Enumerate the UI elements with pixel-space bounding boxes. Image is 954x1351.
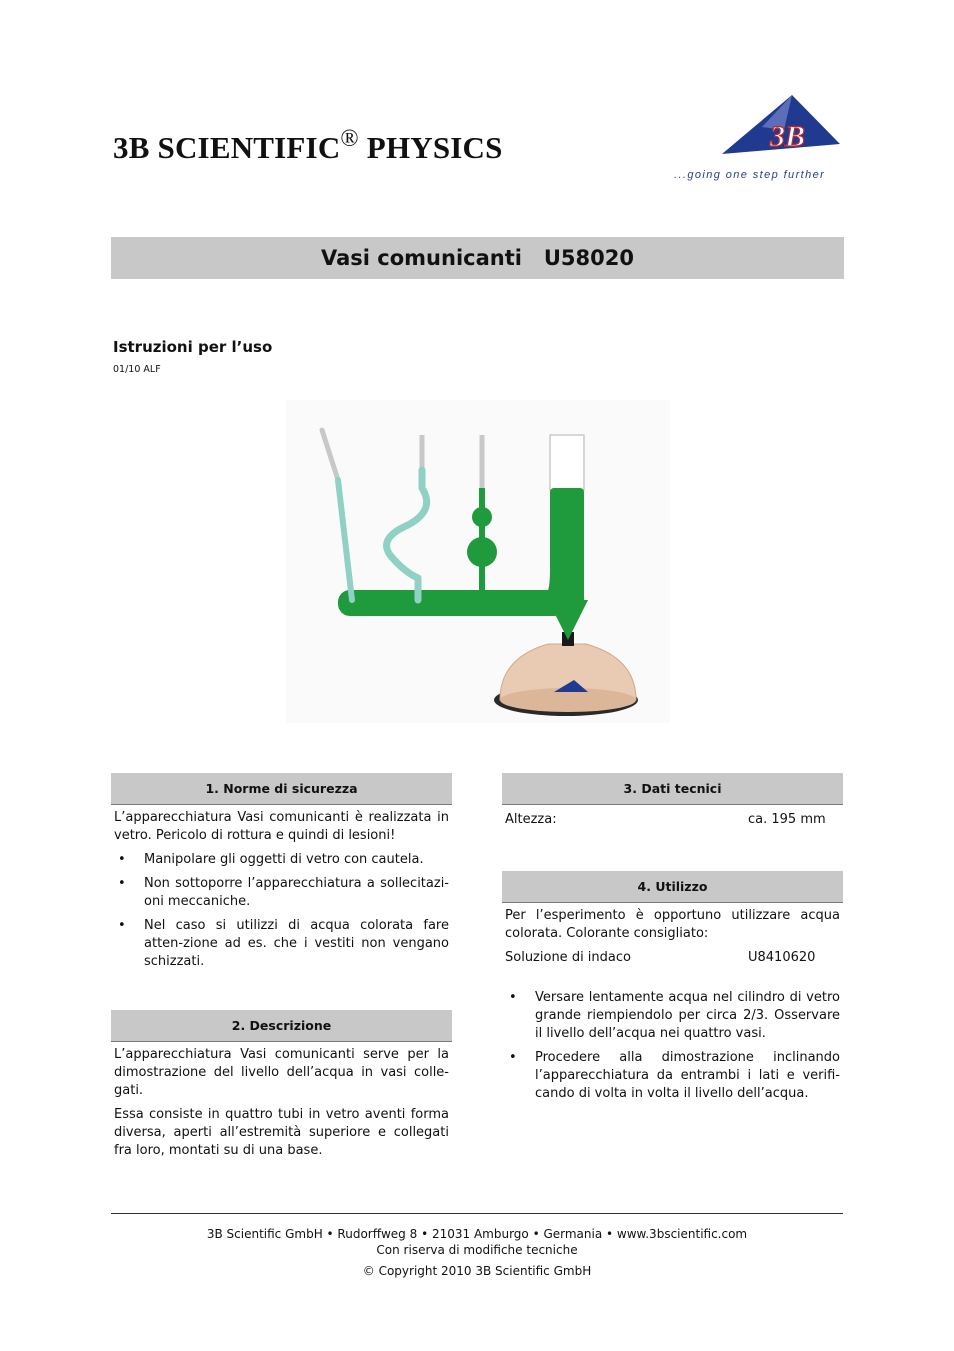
safety-heading: 1. Norme di sicurezza xyxy=(111,773,452,805)
safety-list xyxy=(114,851,449,971)
footer-note: Con riserva di modifiche tecniche xyxy=(376,1243,578,1257)
tech-value: ca. 195 mm xyxy=(748,812,826,827)
tech-heading: 3. Dati tecnici xyxy=(502,773,843,805)
list-item: • Procedere alla dimostrazione inclinando l’apparecchiatura da entrambi i lati e verifi-cando di volta in volta il livello dell’acqua. xyxy=(505,1049,840,1103)
registered-mark: ® xyxy=(340,126,359,152)
large-bulb xyxy=(467,537,497,567)
tech-row xyxy=(505,811,840,829)
tech-body xyxy=(502,805,843,829)
large-cylinder-water xyxy=(550,488,584,608)
usage-heading: 4. Utilizzo xyxy=(502,871,843,903)
safety-intro: L’apparecchiatura Vasi comunicanti è realizzata in vetro. Pericolo di rottura e quindi di lesioni! xyxy=(114,810,449,843)
footer-divider xyxy=(111,1213,843,1214)
usage-body xyxy=(502,903,843,1103)
usage-intro: Per l’esperimento è opportuno utilizzare acqua colorata. Colorante consigliato: xyxy=(505,908,840,941)
small-bulb xyxy=(472,507,492,527)
usage-item-label: Soluzione di indaco xyxy=(505,950,631,965)
product-photo xyxy=(286,400,670,723)
usage-item-row xyxy=(505,949,840,967)
description-paragraph: L’apparecchiatura Vasi comunicanti serve per la dimostrazione del livello dell’acqua in vasi colle-gati. xyxy=(114,1047,449,1098)
list-item: • Non sottoporre l’apparecchiatura a sollecitazi-oni meccaniche. xyxy=(114,875,449,911)
list-item: • Manipolare gli oggetti di vetro con cautela. xyxy=(114,851,449,869)
horizontal-tube xyxy=(338,590,566,616)
list-item: • Versare lentamente acqua nel cilindro di vetro grande riempiendolo per circa 2/3. Osservare il livello dell’acqua nei quattro vasi. xyxy=(505,989,840,1043)
footer-copyright: © Copyright 2010 3B Scientific GmbH xyxy=(362,1264,592,1278)
safety-body xyxy=(111,805,452,971)
doc-reference: 01/10 ALF xyxy=(113,364,161,375)
brand-prefix: 3B SCIENTIFIC xyxy=(113,130,341,165)
right-column xyxy=(502,773,843,1109)
description-paragraph: Essa consiste in quattro tubi in vetro aventi forma diversa, aperti all’estremità superiore e collegati fra loro, montati su di una base. xyxy=(114,1107,449,1158)
page-title: Vasi comunicanti U58020 xyxy=(321,246,634,270)
logo-mark: 3B xyxy=(770,120,806,153)
3b-logo xyxy=(672,92,847,184)
usage-list xyxy=(505,989,840,1103)
footer-address: 3B Scientific GmbH • Rudorffweg 8 • 21031 Amburgo • Germania • www.3bscientific.com xyxy=(206,1227,748,1241)
brand-suffix: PHYSICS xyxy=(358,130,503,165)
list-item: • Nel caso si utilizzi di acqua colorata fare atten-zione ad es. che i vestiti non vengano schizzati. xyxy=(114,917,449,971)
left-column xyxy=(111,773,452,1166)
description-body xyxy=(111,1042,452,1160)
large-cylinder-empty xyxy=(550,435,584,490)
logo-tagline: ...going one step further xyxy=(674,169,826,181)
title-bar xyxy=(111,237,844,279)
subtitle: Istruzioni per l’uso xyxy=(113,338,273,356)
tech-label: Altezza: xyxy=(505,812,557,827)
usage-item-code: U8410620 xyxy=(748,950,816,965)
description-heading: 2. Descrizione xyxy=(111,1010,452,1042)
brand-heading xyxy=(113,126,503,166)
